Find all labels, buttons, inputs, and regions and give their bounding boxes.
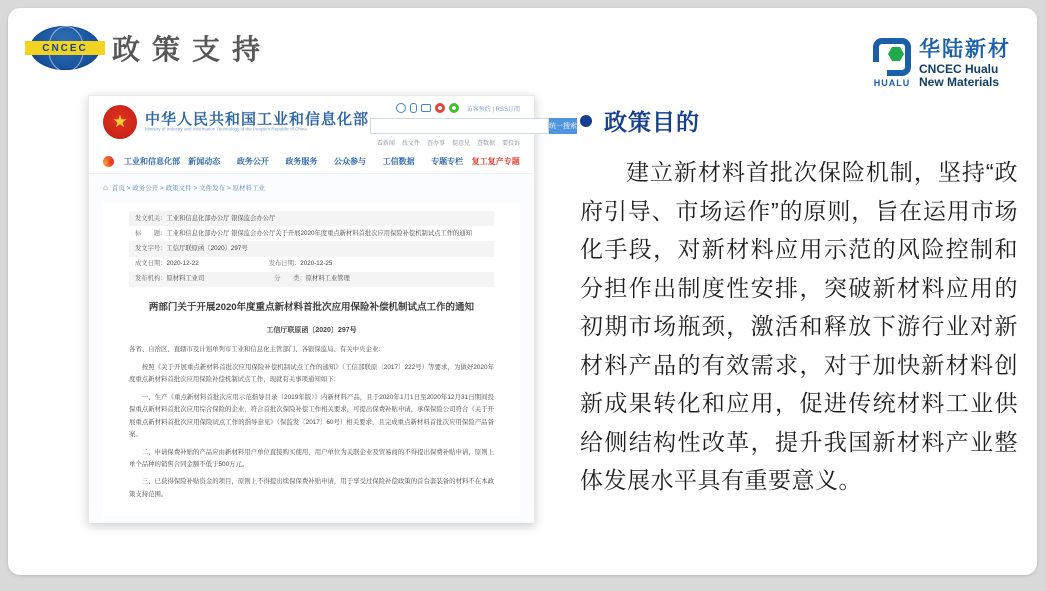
meta-label: 标 题： [135, 229, 167, 237]
website-nav [89, 150, 534, 174]
website-topbar-icons [396, 103, 520, 113]
meta-value: 原材料工业司 [166, 275, 205, 283]
hualu-logo-icon [873, 38, 911, 76]
meta-row-title [129, 226, 494, 241]
meta-value: 2020-12-22 [166, 260, 199, 268]
policy-purpose-panel [580, 104, 1018, 500]
nav-item-data[interactable]: 工信数据 [382, 157, 415, 166]
accessibility-icon[interactable] [396, 103, 406, 113]
meta-value: 原材料工业管理 [305, 275, 350, 283]
document-title: 两部门关于开展2020年度重点新材料首批次应用保险补偿机制试点工作的通知 [148, 301, 475, 313]
document-number: 工信厅联原函〔2020〕297号 [266, 327, 357, 335]
hualu-logo-column [873, 38, 911, 88]
mail-icon[interactable] [421, 104, 431, 112]
nav-item-home[interactable]: 工业和信息化部 [124, 157, 180, 166]
website-body [89, 174, 534, 523]
hualu-name-en2: New Materials [919, 75, 1000, 90]
policy-purpose-heading: 政策目的 [604, 109, 700, 135]
search-bar [370, 118, 577, 134]
cncec-logo-text: CNCEC [25, 41, 105, 55]
hualu-name-cn: 华陆新材 [919, 38, 1011, 61]
meta-row-agency [129, 272, 494, 287]
meta-second-column [274, 275, 350, 283]
search-input[interactable] [370, 118, 549, 134]
cncec-globe-logo-icon [30, 26, 100, 70]
meta-row-dates [129, 257, 494, 272]
policy-document [103, 203, 520, 516]
ministry-title-en: Ministry of Industry and Information Technology of the People's Republic of China [145, 127, 307, 133]
meta-label: 发文字号： [135, 244, 167, 252]
document-paragraph: 按照《关于开展重点新材料首批次应用保险补偿机制试点工作的通知》（工信部联原〔2017〕222号）等要求，为做好2020年度重点新材料首批次应用保险补偿机制试点工作，现就有关事项通知如下： [129, 363, 494, 384]
meta-value: 2020-12-25 [300, 260, 333, 268]
website-header [89, 96, 577, 150]
policy-purpose-heading-row [580, 104, 1018, 137]
document-paragraph: 一、生产《重点新材料首批次应用示范指导目录（2019年版）》内新材料产品，且于2020年1月1日至2020年12月31日期间投保重点新材料首批次应用综合保险的企业，符合首批次保险补偿工作相关要求，可提出保费补贴申请，承保保险公司符合《关于开展重点新材料首批次应用保险试点工作的指导意见》（保监发〔2017〕60号）相关要求，且完成重点新材料首批次应用保险产品备案。 [129, 393, 494, 439]
hualu-logo-group [873, 38, 1011, 89]
national-emblem-icon: ★ [103, 105, 137, 139]
nav-item-participation[interactable]: 公众参与 [334, 157, 367, 166]
wechat-icon[interactable] [449, 103, 459, 113]
slide-header [8, 8, 1037, 94]
meta-label: 发布日期： [268, 260, 301, 268]
slide [8, 8, 1037, 575]
hualu-name-en1: CNCEC Hualu [919, 62, 999, 77]
miit-nav-logo-icon [103, 156, 114, 167]
mobile-icon[interactable] [410, 103, 417, 113]
document-paragraph: 三、已获得保险补贴资金的项目，原则上不得提出续保保费补贴申请，用于享受过保险补偿政策的首台套装备的材料不在本政策支持范围。 [129, 478, 494, 498]
meta-row-issuer [129, 211, 494, 226]
meta-label: 成文日期： [135, 260, 167, 268]
meta-value: 工业和信息化部办公厅 银保监会办公厅 [166, 214, 276, 222]
hualu-hexagon-icon [888, 47, 904, 61]
policy-purpose-paragraph: 建立新材料首批次保险机制，坚持“政府引导、市场运作”的原则，旨在运用市场化手段，对新材料应用示范的风险控制和分担作出制度性安排，突破新材料应用的初期市场瓶颈，激活和释放下游行业对新材料产品的有效需求，对于加快新材料创新成果转化和应用，促进传统材料工业供给侧结构性改革，提升我国新材料产业整体发展水平具有重要意义。 [580, 159, 1018, 493]
meta-row-number [129, 241, 494, 256]
breadcrumb-text[interactable]: 首页 > 政务公开 > 政策文件 > 文件发布 > 原材料工业 [111, 185, 265, 192]
breadcrumb[interactable] [89, 174, 534, 199]
bullet-icon [580, 115, 592, 127]
meta-label: 发文机关： [135, 214, 167, 222]
document-paragraph: 二、申请保费补贴的产品应由新材料用户单位直接购买使用，用户单位为关联企业及贸易商的不得提出保费补贴申请，原则上单个品种的销售合同金额不低于500万元。 [129, 448, 494, 468]
miit-website-screenshot [88, 95, 577, 523]
nav-item-topics[interactable]: 专题专栏 [431, 157, 464, 166]
meta-label: 分 类： [274, 275, 306, 283]
meta-value: 工信厅联原函〔2020〕297号 [166, 244, 248, 252]
ministry-title-cn: 中华人民共和国工业和信息化部 [145, 111, 370, 128]
cncec-logo-group [30, 26, 272, 70]
topbar-links[interactable]: 访客预约 | RSS订阅 [466, 106, 520, 113]
document-meta-table [129, 211, 494, 287]
quick-link-complaint[interactable]: 要投诉 [501, 141, 520, 147]
quick-link-files[interactable]: 找文件 [401, 141, 420, 147]
nav-item-news[interactable]: 新闻动态 [188, 157, 221, 166]
weibo-icon[interactable] [435, 103, 445, 113]
meta-label: 发布机构： [135, 275, 167, 283]
document-salutation: 各省、自治区、直辖市及计划单列市工业和信息化主管部门、各银保监局、有关中央企业： [129, 346, 385, 354]
meta-second-column [269, 260, 333, 268]
nav-item-resume-work[interactable]: 复工复产专题 [471, 157, 520, 166]
meta-value: 工业和信息化部办公厅 银保监会办公厅关于开展2020年度重点新材料首批次应用保险补偿机制试点工作的通知 [166, 229, 472, 237]
nav-item-gov-affairs[interactable]: 政务公开 [236, 157, 269, 166]
hualu-name-block [919, 38, 1011, 89]
quick-links-row [377, 138, 520, 147]
hualu-logo-word: HUALU [873, 78, 911, 88]
home-icon: ⌂ [103, 182, 108, 192]
quick-link-services[interactable]: 查办事 [426, 141, 445, 147]
slide-title: 政策支持 [112, 35, 273, 66]
quick-link-news[interactable]: 看新闻 [376, 141, 395, 147]
search-button[interactable]: 统一搜索 [549, 118, 577, 134]
quick-link-suggest[interactable]: 提意见 [451, 141, 470, 147]
quick-link-data[interactable]: 查数据 [476, 141, 495, 147]
nav-item-gov-services[interactable]: 政务服务 [285, 157, 318, 166]
